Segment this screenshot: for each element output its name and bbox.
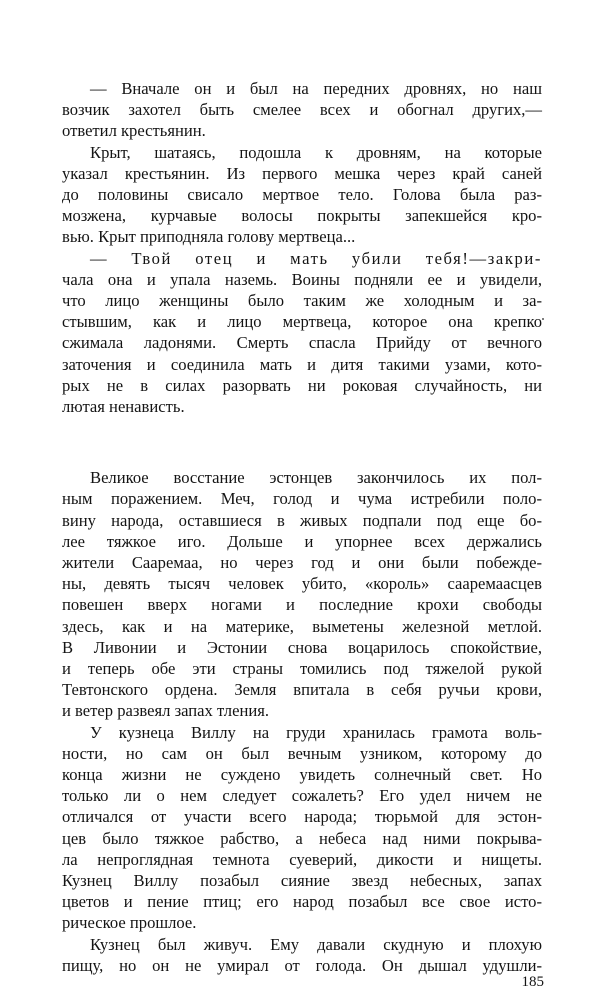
text-line: конца жизни не суждено увидеть солнечный свет. Но bbox=[62, 765, 542, 784]
text-line: лютая ненависть. bbox=[62, 397, 185, 416]
text-line: мозжена, курчавые волосы покрыты запекшейся кро- bbox=[62, 206, 542, 226]
text-line: Великое восстание эстонцев закончилось их пол- bbox=[90, 468, 542, 488]
text-line: рическое прошлое. bbox=[62, 913, 197, 933]
text-line: повешен вверх ногами и последние крохи свободы bbox=[62, 595, 542, 615]
text-line: ным поражением. Меч, голод и чума истребили поло- bbox=[62, 489, 542, 509]
text-line: и ветер развеял запах тления. bbox=[62, 701, 269, 721]
text-line: Кузнец был живуч. Ему давали скудную и плохую bbox=[90, 934, 542, 954]
text-line: цев было тяжкое рабство, а небеса над ними покрыва- bbox=[62, 828, 542, 848]
text-line: рых не в силах разорвать ни роковая случайность, ни bbox=[62, 375, 542, 395]
text-line: Тевтонского ордена. Земля впитала в себя ручьи крови, bbox=[62, 680, 542, 700]
text-line: вину народа, оставшиеся в живых подпали под еще бо- bbox=[62, 510, 542, 530]
text-line: Крыт, шатаясь, подошла к дровням, на которые bbox=[90, 142, 542, 162]
text-line: жители Сааремаа, но через год и они были побежде- bbox=[62, 553, 542, 572]
text-line: лее тяжкое иго. Дольше и упорнее всех держались bbox=[62, 531, 542, 551]
text-line: — Вначале он и был на передних дровнях, но наш bbox=[90, 79, 542, 98]
text-line: ответил крестьянин. bbox=[62, 121, 206, 141]
text-line: до половины свисало мертвое тело. Голова была раз- bbox=[62, 185, 542, 204]
text-line: — Твой отец и мать убили тебя!—закри- bbox=[90, 248, 542, 268]
text-line: возчик захотел быть смелее всех и обогнал других,— bbox=[62, 100, 542, 120]
text-line: цветов и пение птиц; его народ позабыл все свое исто- bbox=[62, 892, 542, 912]
text-line: только ли о нем следует сожалеть? Его удел ничем не bbox=[62, 786, 542, 806]
text-line: заточения и соединила мать и дитя такими узами, кото- bbox=[62, 354, 542, 374]
page-number: 185 bbox=[521, 974, 544, 990]
text-line: ла непроглядная темнота суеверий, дикости и нищеты. bbox=[62, 849, 542, 869]
text-line: отличался от участи всего народа; тюрьмой для эстон- bbox=[62, 807, 542, 827]
text-line: чала она и упала наземь. Воины подняли ее и увидели, bbox=[62, 269, 542, 289]
text-line: Кузнец Виллу позабыл сияние звезд небесных, запах bbox=[62, 871, 542, 890]
text-line: указал крестьянин. Из первого мешка через край саней bbox=[62, 163, 542, 183]
text-line: что лицо женщины было таким же холодным и за- bbox=[62, 291, 542, 310]
text-line: ны, девять тысяч человек убито, «король» сааремаасцев bbox=[62, 574, 542, 594]
text-line: стывшим, как и лицо мертвеца, которое она крепко bbox=[62, 312, 542, 332]
text-line: и теперь обе эти страны томились под тяжелой рукой bbox=[62, 659, 542, 678]
text-line: В Ливонии и Эстонии снова воцарилось спокойствие, bbox=[62, 637, 542, 657]
text-line: вью. Крыт приподняла голову мертвеца... bbox=[62, 227, 356, 247]
text-line: здесь, как и на материке, выметены железной метлой. bbox=[62, 616, 542, 636]
text-line: пищу, но он не умирал от голода. Он дышал удушли- bbox=[62, 955, 542, 975]
text-line: сжимала ладонями. Смерть спасла Прийду от вечного bbox=[62, 333, 542, 353]
print-speck bbox=[542, 318, 544, 320]
text-line: У кузнеца Виллу на груди хранилась грамота воль- bbox=[90, 722, 542, 742]
text-line: ности, но сам он был вечным узником, которому до bbox=[62, 743, 542, 763]
